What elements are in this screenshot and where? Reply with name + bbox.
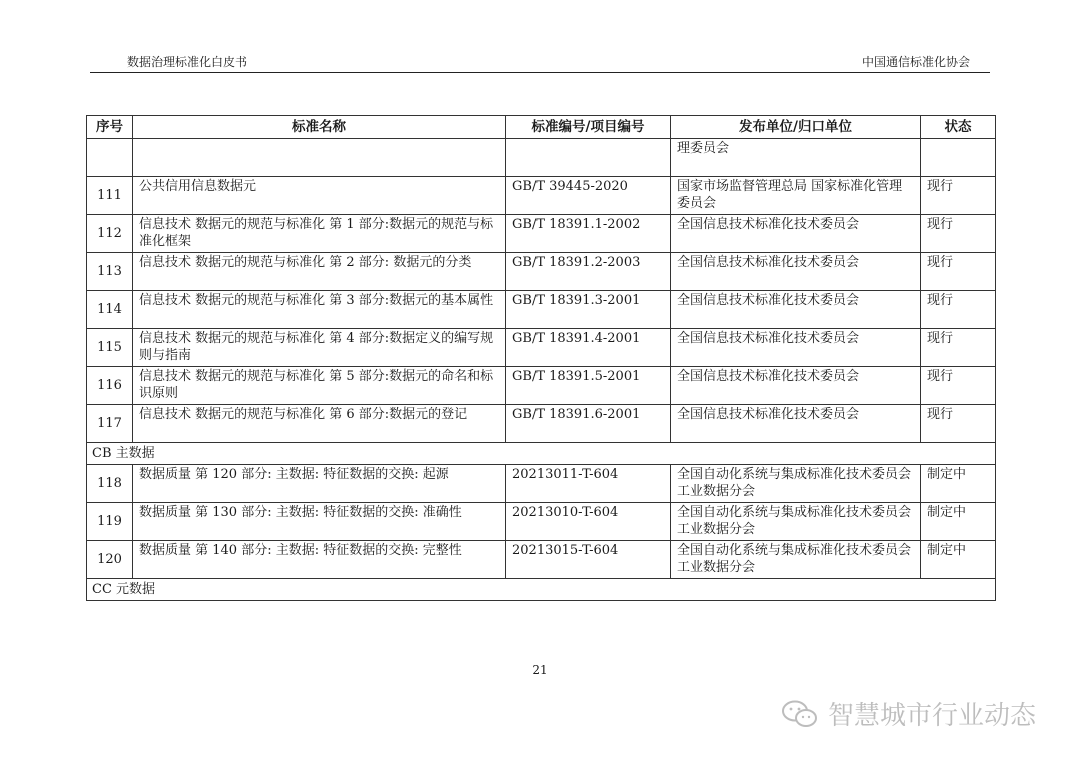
row-name: 数据质量 第 140 部分: 主数据: 特征数据的交换: 完整性 xyxy=(133,541,506,579)
row-name: 信息技术 数据元的规范与标准化 第 1 部分:数据元的规范与标准化框架 xyxy=(133,215,506,253)
row-code: 20213010-T-604 xyxy=(506,503,671,541)
row-org: 全国信息技术标准化技术委员会 xyxy=(671,405,921,443)
row-name: 信息技术 数据元的规范与标准化 第 2 部分: 数据元的分类 xyxy=(133,253,506,291)
table-row xyxy=(87,253,996,291)
row-name: 信息技术 数据元的规范与标准化 第 4 部分:数据定义的编写规则与指南 xyxy=(133,329,506,367)
row-name: 信息技术 数据元的规范与标准化 第 5 部分:数据元的命名和标识原则 xyxy=(133,367,506,405)
table-row xyxy=(87,367,996,405)
row-code: GB/T 39445-2020 xyxy=(506,177,671,215)
row-status: 现行 xyxy=(921,367,996,405)
table-row xyxy=(87,405,996,443)
row-no xyxy=(87,139,133,177)
row-org: 全国信息技术标准化技术委员会 xyxy=(671,367,921,405)
row-code: GB/T 18391.6-2001 xyxy=(506,405,671,443)
row-status: 制定中 xyxy=(921,541,996,579)
row-org: 理委员会 xyxy=(671,139,921,177)
col-header-no: 序号 xyxy=(87,116,133,139)
table-header-row xyxy=(87,116,996,139)
row-code: GB/T 18391.1-2002 xyxy=(506,215,671,253)
col-header-code: 标准编号/项目编号 xyxy=(506,116,671,139)
row-no: 114 xyxy=(87,291,133,329)
row-org: 全国信息技术标准化技术委员会 xyxy=(671,291,921,329)
table-row xyxy=(87,139,996,177)
row-status: 制定中 xyxy=(921,465,996,503)
col-header-name: 标准名称 xyxy=(133,116,506,139)
section-label-cc: CC 元数据 xyxy=(87,579,996,601)
row-status: 现行 xyxy=(921,177,996,215)
row-code: GB/T 18391.2-2003 xyxy=(506,253,671,291)
row-status xyxy=(921,139,996,177)
row-code: 20213015-T-604 xyxy=(506,541,671,579)
row-org: 全国自动化系统与集成标准化技术委员会工业数据分会 xyxy=(671,465,921,503)
row-name: 信息技术 数据元的规范与标准化 第 3 部分:数据元的基本属性 xyxy=(133,291,506,329)
row-org: 国家市场监督管理总局 国家标准化管理委员会 xyxy=(671,177,921,215)
row-name: 数据质量 第 130 部分: 主数据: 特征数据的交换: 准确性 xyxy=(133,503,506,541)
row-no: 119 xyxy=(87,503,133,541)
col-header-status: 状态 xyxy=(921,116,996,139)
page-number: 21 xyxy=(532,663,548,677)
row-code: GB/T 18391.3-2001 xyxy=(506,291,671,329)
row-org: 全国自动化系统与集成标准化技术委员会工业数据分会 xyxy=(671,541,921,579)
row-no: 116 xyxy=(87,367,133,405)
standards-table xyxy=(86,115,996,601)
row-code: GB/T 18391.4-2001 xyxy=(506,329,671,367)
table-row xyxy=(87,215,996,253)
section-label-cb: CB 主数据 xyxy=(87,443,996,465)
row-name: 数据质量 第 120 部分: 主数据: 特征数据的交换: 起源 xyxy=(133,465,506,503)
row-status: 现行 xyxy=(921,253,996,291)
section-row xyxy=(87,443,996,465)
table-row xyxy=(87,177,996,215)
row-org: 全国信息技术标准化技术委员会 xyxy=(671,215,921,253)
table-row xyxy=(87,329,996,367)
row-code: GB/T 18391.5-2001 xyxy=(506,367,671,405)
watermark xyxy=(780,695,1036,732)
row-name xyxy=(133,139,506,177)
header-right: 中国通信标准化协会 xyxy=(861,55,970,69)
section-row xyxy=(87,579,996,601)
wechat-icon xyxy=(780,699,820,729)
row-no: 113 xyxy=(87,253,133,291)
row-code xyxy=(506,139,671,177)
row-org: 全国自动化系统与集成标准化技术委员会工业数据分会 xyxy=(671,503,921,541)
row-no: 111 xyxy=(87,177,133,215)
row-status: 现行 xyxy=(921,291,996,329)
row-code: 20213011-T-604 xyxy=(506,465,671,503)
watermark-text: 智慧城市行业动态 xyxy=(828,701,1037,731)
row-status: 现行 xyxy=(921,215,996,253)
row-status: 制定中 xyxy=(921,503,996,541)
row-no: 112 xyxy=(87,215,133,253)
row-no: 118 xyxy=(87,465,133,503)
row-no: 115 xyxy=(87,329,133,367)
row-name: 信息技术 数据元的规范与标准化 第 6 部分:数据元的登记 xyxy=(133,405,506,443)
col-header-org: 发布单位/归口单位 xyxy=(671,116,921,139)
row-no: 120 xyxy=(87,541,133,579)
row-name: 公共信用信息数据元 xyxy=(133,177,506,215)
row-org: 全国信息技术标准化技术委员会 xyxy=(671,329,921,367)
row-no: 117 xyxy=(87,405,133,443)
table-row xyxy=(87,465,996,503)
table-row xyxy=(87,503,996,541)
table-row xyxy=(87,291,996,329)
row-status: 现行 xyxy=(921,329,996,367)
table-row xyxy=(87,541,996,579)
row-org: 全国信息技术标准化技术委员会 xyxy=(671,253,921,291)
header-divider xyxy=(90,72,990,73)
row-status: 现行 xyxy=(921,405,996,443)
header-left: 数据治理标准化白皮书 xyxy=(127,55,248,69)
